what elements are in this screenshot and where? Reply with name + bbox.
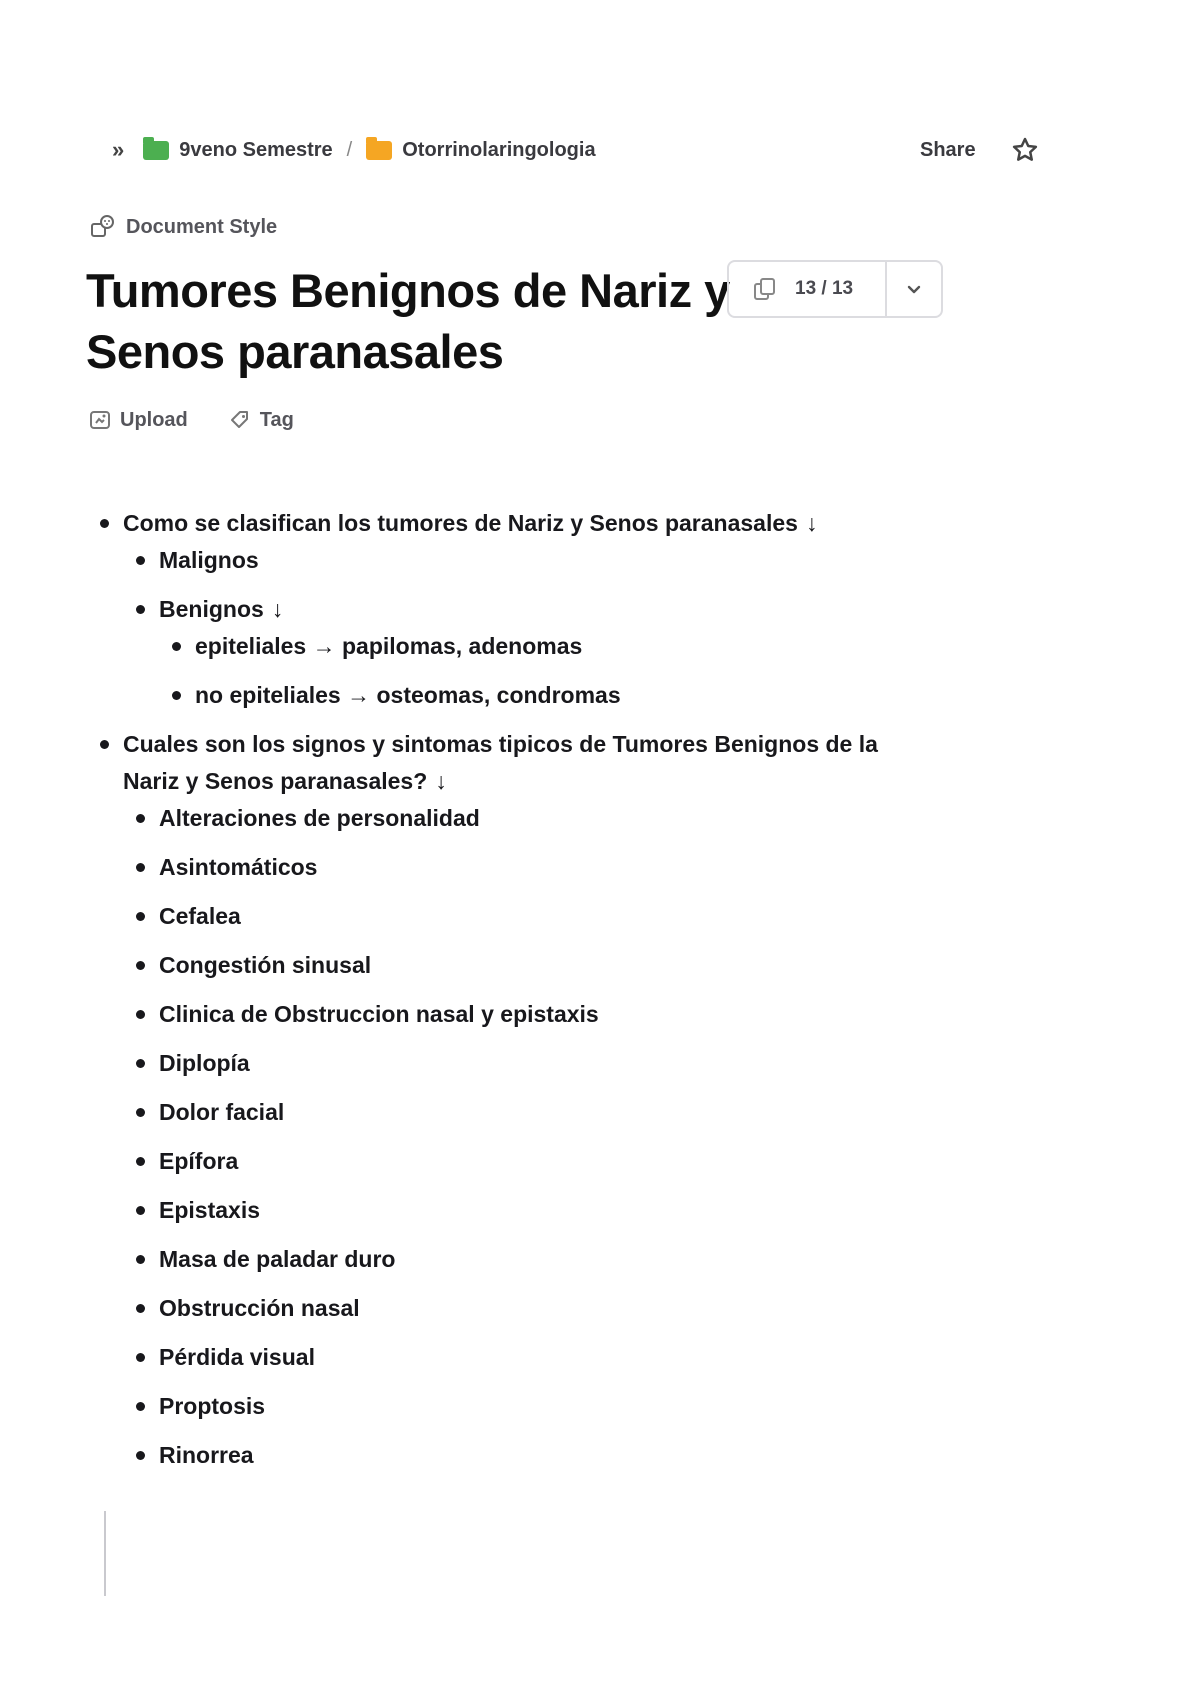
list-item[interactable] (159, 1192, 913, 1229)
list-item-text: Benignos (159, 596, 264, 622)
bullet (136, 912, 145, 921)
star-icon[interactable] (1010, 135, 1040, 165)
sub-list (123, 542, 913, 714)
bullet (136, 1304, 145, 1313)
list-item-text: Cefalea (159, 903, 241, 929)
list-item-text: Malignos (159, 547, 259, 573)
list-item-text: Proptosis (159, 1393, 266, 1419)
list-item-text: Rinorrea (159, 1442, 254, 1468)
list-item[interactable] (159, 947, 913, 984)
tag-icon (228, 408, 252, 432)
tag-label: Tag (259, 408, 294, 431)
list-item[interactable] (159, 1045, 913, 1082)
list-item-text: Masa de paladar duro (159, 1246, 396, 1272)
bullet (136, 1108, 145, 1117)
list-item[interactable] (159, 1241, 913, 1278)
list-item-text: Dolor facial (159, 1099, 285, 1125)
sub-list (159, 628, 913, 714)
list-item[interactable] (195, 628, 913, 665)
list-item[interactable] (159, 800, 913, 837)
outline-list (0, 505, 1200, 1474)
pager-dropdown[interactable] (887, 262, 941, 316)
document-actions (88, 404, 294, 436)
bullet (136, 1402, 145, 1411)
upload-label: Upload (120, 408, 188, 431)
list-item[interactable] (195, 677, 913, 714)
bullet (136, 814, 145, 823)
list-item-text: Alteraciones de personalidad (159, 805, 480, 831)
list-item-text: no epiteliales → osteomas, condromas (195, 682, 621, 708)
bullet (136, 605, 145, 614)
upload-button[interactable] (88, 408, 188, 432)
bullet (100, 740, 109, 749)
folder-icon (366, 141, 392, 160)
page-title[interactable]: Tumores Benignos de Nariz y Senos paranasales (86, 264, 730, 378)
tag-button[interactable] (228, 408, 294, 432)
list-item[interactable] (159, 898, 913, 935)
list-item[interactable] (0, 505, 913, 714)
bullet (136, 1353, 145, 1362)
arrow-down-icon[interactable]: ↓ (435, 768, 447, 794)
document-style-label: Document Style (126, 215, 278, 238)
list-item[interactable] (159, 1094, 913, 1131)
bullet (136, 863, 145, 872)
list-item[interactable] (159, 1290, 913, 1327)
bullet (136, 1059, 145, 1068)
list-item-text: Epistaxis (159, 1197, 260, 1223)
list-item[interactable] (159, 1388, 913, 1425)
bullet (172, 642, 181, 651)
bullet (100, 519, 109, 528)
chevron-down-icon (904, 279, 924, 299)
list-item-text: epiteliales → papilomas, adenomas (195, 633, 583, 659)
empty-block-indicator[interactable] (104, 1511, 106, 1596)
breadcrumb (112, 134, 596, 166)
folder-icon (143, 141, 169, 160)
arrow-down-icon[interactable]: ↓ (805, 510, 818, 536)
bullet (136, 556, 145, 565)
list-item-text: Congestión sinusal (159, 952, 372, 978)
document-style[interactable] (90, 212, 277, 242)
arrow-down-icon[interactable]: ↓ (271, 596, 284, 622)
list-item-text: Cuales son los signos y sintomas tipicos de Tumores Benignos de la Nariz y Senos paranasales? (123, 731, 878, 794)
list-item-text: Epífora (159, 1148, 239, 1174)
list-item[interactable] (159, 849, 913, 886)
breadcrumb-item-otorrino[interactable]: Otorrinolaringologia (402, 138, 596, 161)
list-item[interactable] (159, 996, 913, 1033)
upload-icon (88, 408, 112, 432)
bullet (136, 1451, 145, 1460)
list-item-text: Pérdida visual (159, 1344, 315, 1370)
copy-icon[interactable] (751, 275, 779, 303)
share-button[interactable]: Share (920, 139, 976, 161)
list-item[interactable] (159, 1143, 913, 1180)
breadcrumb-item-semestre[interactable]: 9veno Semestre (179, 138, 333, 161)
list-item-text: Obstrucción nasal (159, 1295, 360, 1321)
list-item-text: Clinica de Obstruccion nasal y epistaxis (159, 1001, 599, 1027)
list-item[interactable] (159, 1437, 913, 1474)
breadcrumb-separator: / (346, 138, 353, 161)
bullet (172, 691, 181, 700)
list-item-text: Como se clasifican los tumores de Nariz y Senos paranasales (123, 510, 798, 536)
list-item[interactable] (0, 726, 913, 1474)
document-body (0, 505, 1200, 1486)
page-counter (727, 260, 943, 318)
list-item-text: Asintomáticos (159, 854, 318, 880)
bullet (136, 1206, 145, 1215)
top-bar (0, 0, 1200, 1)
bullet (136, 1010, 145, 1019)
list-item[interactable] (159, 542, 913, 579)
list-item-text: Diplopía (159, 1050, 250, 1076)
bullet (136, 961, 145, 970)
list-item[interactable] (159, 591, 913, 714)
chevrons-right-icon[interactable]: » (112, 137, 122, 162)
document-style-icon (90, 214, 116, 240)
list-item[interactable] (159, 1339, 913, 1376)
sub-list (123, 800, 913, 1474)
page-count: 13 / 13 (795, 278, 854, 299)
bullet (136, 1157, 145, 1166)
bullet (136, 1255, 145, 1264)
